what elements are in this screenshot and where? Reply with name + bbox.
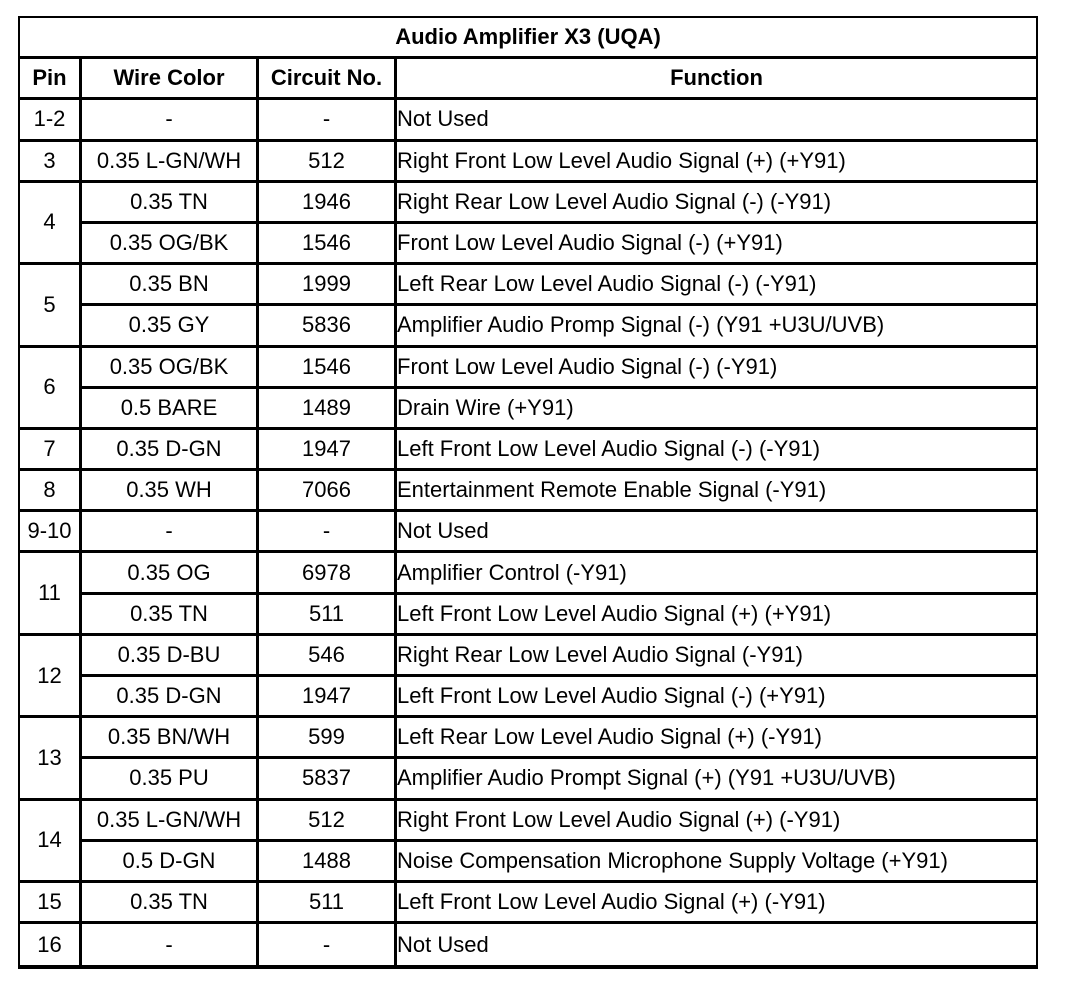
wire-color-cell: 0.35 GY <box>82 306 259 347</box>
function-cell: Left Front Low Level Audio Signal (+) (+Y91) <box>397 595 1036 636</box>
circuit-number-cell: - <box>259 512 397 553</box>
function-cell: Right Rear Low Level Audio Signal (-Y91) <box>397 636 1036 677</box>
function-cell: Left Front Low Level Audio Signal (+) (-Y91) <box>397 883 1036 924</box>
column-header-function: Function <box>397 59 1036 100</box>
function-cell: Front Low Level Audio Signal (-) (+Y91) <box>397 224 1036 265</box>
function-cell: Noise Compensation Microphone Supply Voltage (+Y91) <box>397 842 1036 883</box>
circuit-number-cell: 1946 <box>259 183 397 224</box>
table-row <box>20 306 1036 347</box>
function-cell: Right Rear Low Level Audio Signal (-) (-Y91) <box>397 183 1036 224</box>
table-row <box>20 142 1036 183</box>
function-cell: Not Used <box>397 924 1036 965</box>
pin-cell: 3 <box>20 142 82 183</box>
circuit-number-cell: 5836 <box>259 306 397 347</box>
function-cell: Right Front Low Level Audio Signal (+) (+Y91) <box>397 142 1036 183</box>
function-cell: Left Front Low Level Audio Signal (-) (-Y91) <box>397 430 1036 471</box>
column-header-pin: Pin <box>20 59 82 100</box>
function-cell: Right Front Low Level Audio Signal (+) (-Y91) <box>397 801 1036 842</box>
circuit-number-cell: 512 <box>259 801 397 842</box>
table-row <box>20 553 1036 594</box>
pin-cell: 1-2 <box>20 100 82 141</box>
function-cell: Left Front Low Level Audio Signal (-) (+Y91) <box>397 677 1036 718</box>
connector-pinout-sheet <box>18 16 1038 969</box>
function-cell: Not Used <box>397 512 1036 553</box>
table-row <box>20 430 1036 471</box>
table-row <box>20 389 1036 430</box>
pin-cell: 4 <box>20 183 82 265</box>
wire-color-cell: - <box>82 924 259 965</box>
circuit-number-cell: 1489 <box>259 389 397 430</box>
circuit-number-cell: 1999 <box>259 265 397 306</box>
table-row <box>20 842 1036 883</box>
table-row <box>20 595 1036 636</box>
table-row <box>20 924 1036 965</box>
circuit-number-cell: 511 <box>259 595 397 636</box>
circuit-number-cell: 511 <box>259 883 397 924</box>
wire-color-cell: 0.35 TN <box>82 883 259 924</box>
pin-cell: 12 <box>20 636 82 718</box>
table-row <box>20 718 1036 759</box>
circuit-number-cell: 546 <box>259 636 397 677</box>
function-cell: Amplifier Control (-Y91) <box>397 553 1036 594</box>
wire-color-cell: 0.35 L-GN/WH <box>82 801 259 842</box>
pin-cell: 16 <box>20 924 82 965</box>
wire-color-cell: 0.35 BN <box>82 265 259 306</box>
table-row <box>20 265 1036 306</box>
pin-cell: 6 <box>20 348 82 430</box>
circuit-number-cell: 512 <box>259 142 397 183</box>
wire-color-cell: 0.35 TN <box>82 595 259 636</box>
function-cell: Front Low Level Audio Signal (-) (-Y91) <box>397 348 1036 389</box>
function-cell: Amplifier Audio Promp Signal (-) (Y91 +U3U/UVB) <box>397 306 1036 347</box>
column-header-wire-color: Wire Color <box>82 59 259 100</box>
circuit-number-cell: 5837 <box>259 759 397 800</box>
table-row <box>20 471 1036 512</box>
circuit-number-cell: 6978 <box>259 553 397 594</box>
wire-color-cell: 0.35 BN/WH <box>82 718 259 759</box>
table-row <box>20 348 1036 389</box>
circuit-number-cell: 1947 <box>259 677 397 718</box>
table-row <box>20 636 1036 677</box>
table-row <box>20 801 1036 842</box>
wire-color-cell: 0.35 TN <box>82 183 259 224</box>
pinout-table-body <box>20 100 1036 965</box>
pin-cell: 13 <box>20 718 82 800</box>
wire-color-cell: - <box>82 100 259 141</box>
function-cell: Entertainment Remote Enable Signal (-Y91) <box>397 471 1036 512</box>
function-cell: Left Rear Low Level Audio Signal (+) (-Y91) <box>397 718 1036 759</box>
circuit-number-cell: - <box>259 924 397 965</box>
pin-cell: 8 <box>20 471 82 512</box>
wire-color-cell: 0.5 BARE <box>82 389 259 430</box>
wire-color-cell: 0.5 D-GN <box>82 842 259 883</box>
wire-color-cell: 0.35 D-GN <box>82 430 259 471</box>
pin-cell: 7 <box>20 430 82 471</box>
table-title: Audio Amplifier X3 (UQA) <box>20 18 1036 59</box>
circuit-number-cell: 1546 <box>259 224 397 265</box>
circuit-number-cell: 599 <box>259 718 397 759</box>
wire-color-cell: - <box>82 512 259 553</box>
wire-color-cell: 0.35 D-GN <box>82 677 259 718</box>
wire-color-cell: 0.35 PU <box>82 759 259 800</box>
title-row <box>20 18 1036 59</box>
wire-color-cell: 0.35 OG <box>82 553 259 594</box>
table-row <box>20 512 1036 553</box>
pin-cell: 11 <box>20 553 82 635</box>
function-cell: Amplifier Audio Prompt Signal (+) (Y91 +U3U/UVB) <box>397 759 1036 800</box>
wire-color-cell: 0.35 L-GN/WH <box>82 142 259 183</box>
table-row <box>20 224 1036 265</box>
wire-color-cell: 0.35 WH <box>82 471 259 512</box>
pin-cell: 15 <box>20 883 82 924</box>
pin-cell: 14 <box>20 801 82 883</box>
wire-color-cell: 0.35 OG/BK <box>82 348 259 389</box>
pin-cell: 5 <box>20 265 82 347</box>
circuit-number-cell: - <box>259 100 397 141</box>
circuit-number-cell: 1947 <box>259 430 397 471</box>
function-cell: Left Rear Low Level Audio Signal (-) (-Y91) <box>397 265 1036 306</box>
circuit-number-cell: 1488 <box>259 842 397 883</box>
pin-cell: 9-10 <box>20 512 82 553</box>
table-row <box>20 183 1036 224</box>
circuit-number-cell: 7066 <box>259 471 397 512</box>
table-row <box>20 883 1036 924</box>
function-cell: Drain Wire (+Y91) <box>397 389 1036 430</box>
wire-color-cell: 0.35 D-BU <box>82 636 259 677</box>
header-row <box>20 59 1036 100</box>
function-cell: Not Used <box>397 100 1036 141</box>
table-row <box>20 100 1036 141</box>
table-row <box>20 677 1036 718</box>
wire-color-cell: 0.35 OG/BK <box>82 224 259 265</box>
circuit-number-cell: 1546 <box>259 348 397 389</box>
column-header-circuit: Circuit No. <box>259 59 397 100</box>
table-row <box>20 759 1036 800</box>
pinout-table <box>20 18 1036 965</box>
